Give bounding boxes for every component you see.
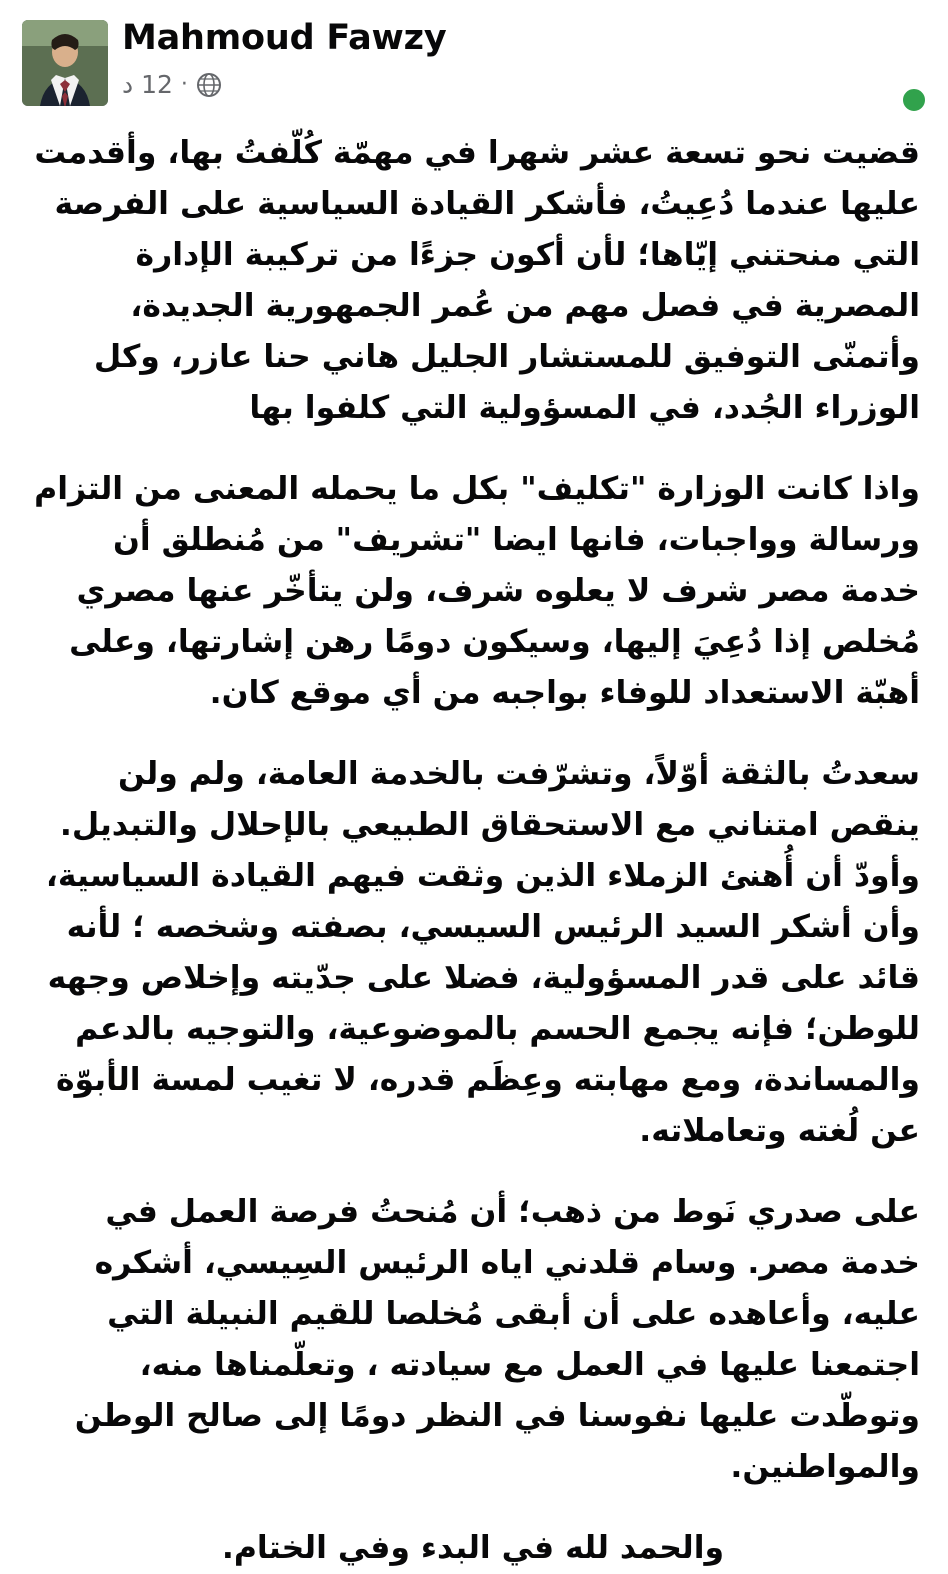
meta-separator: · [180, 71, 188, 97]
post-paragraph: واذا كانت الوزارة "تكليف" بكل ما يحمله المعنى من التزام ورسالة وواجبات، فانها ايضا "تشريف" من مُنطلق أن خدمة مصر شرف لا يعلوه شرف، ولن يتأخّر عنها مصري مُخلص إذا دُعِيَ إليها، وسيكون دومًا رهن إشارتها، وعلى أهبّة الاستعداد للوفاء بواجبه من أي موقع كان. [34, 471, 920, 712]
author-name[interactable]: Mahmoud Fawzy [122, 18, 447, 58]
avatar[interactable] [22, 20, 108, 106]
post-header [0, 0, 948, 120]
online-status-indicator [900, 86, 928, 114]
post-header-text [108, 18, 926, 99]
post-meta [122, 70, 222, 99]
globe-icon[interactable] [196, 72, 222, 98]
post-timestamp[interactable]: 12 د [122, 70, 173, 100]
post-paragraph: سعدتُ بالثقة أوّلاً، وتشرّفت بالخدمة العامة، ولم ولن ينقص امتناني مع الاستحقاق الطبيعي بالإحلال والتبديل. وأودّ أن أُهنئ الزملاء الذين وثقت فيهم القيادة السياسية، وأن أشكر السيد الرئيس السيسي، بصفته وشخصه ؛ لأنه قائد على قدر المسؤولية، فضلا على جدّيته وإخلاص وجهه للوطن؛ فإنه يجمع الحسم بالموضوعية، والتوجيه بالدعم والمساندة، ومع مهابته وعِظَم قدره، لا تغيب لمسة الأبوّة عن لُغته وتعاملاته. [45, 756, 920, 1150]
post-paragraph: قضيت نحو تسعة عشر شهرا في مهمّة كُلّفتُ بها، وأقدمت عليها عندما دُعِيتُ، فأشكر القيادة السياسية على الفرصة التي منحتني إيّاها؛ لأن أكون جزءًا من تركيبة الإدارة المصرية في فصل مهم من عُمر الجمهورية الجديدة، وأتمنّى التوفيق للمستشار الجليل هاني حنا عازر، وكل الوزراء الجُدد، في المسؤولية التي كلفوا بها [34, 135, 920, 427]
post-paragraph: على صدري نَوط من ذهب؛ أن مُنحتُ فرصة العمل في خدمة مصر. وسام قلدني اياه الرئيس السِيسي، أشكره عليه، وأعاهده على أن أبقى مُخلصا للقيم النبيلة التي اجتمعنا عليها في العمل مع سيادته ، وتعلّمناها منه، وتوطّدت عليها نفوسنا في النظر دومًا إلى صالح الوطن والمواطنين. [74, 1194, 920, 1486]
post-body [0, 120, 948, 1574]
post-paragraph-closing: والحمد لله في البدء وفي الختام. [221, 1530, 725, 1567]
